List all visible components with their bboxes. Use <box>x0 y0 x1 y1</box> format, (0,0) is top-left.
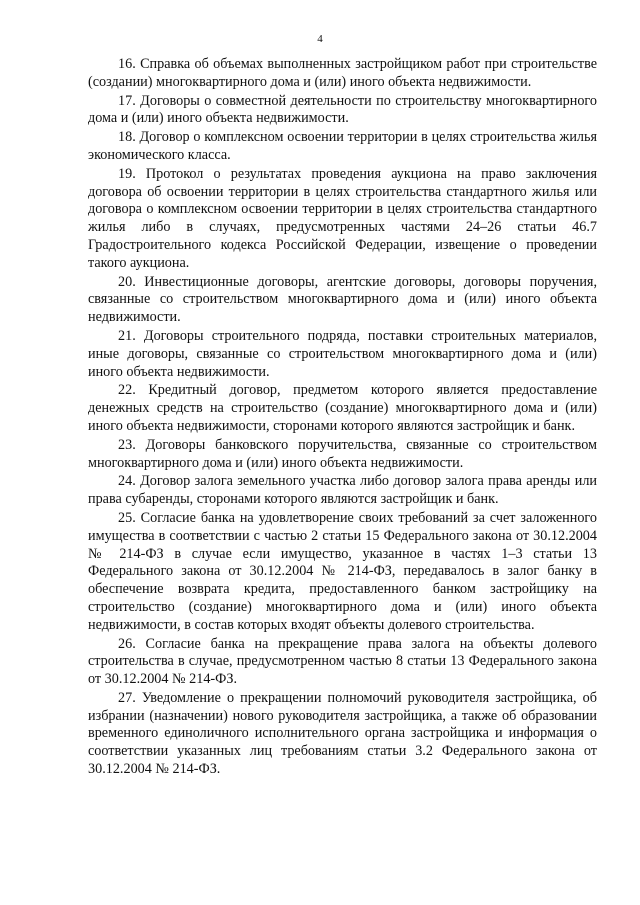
paragraph-19: 19. Протокол о результатах проведения аукциона на право заключения договора об освоении территории в целях строительства стандартного жилья или договора о комплексном освоении территории в целях строительства стандартного жилья либо в случаях, предусмотренных частями 24–26 статьи 46.7 Градостроительного кодекса Российской Федерации, извещение о проведении такого аукциона. <box>88 165 597 271</box>
paragraph-23: 23. Договоры банковского поручительства, связанные со строительством многоквартирного дома и (или) иного объекта недвижимости. <box>88 436 597 471</box>
paragraph-18: 18. Договор о комплексном освоении территории в целях строительства жилья экономического класса. <box>88 129 597 163</box>
paragraph-21: 21. Договоры строительного подряда, поставки строительных материалов, иные договоры, связанные со строительством многоквартирного дома и (или) иного объекта недвижимости. <box>88 327 597 380</box>
paragraph-17: 17. Договоры о совместной деятельности по строительству многоквартирного дома и (или) иного объекта недвижимости. <box>88 92 597 127</box>
paragraph-25: 25. Согласие банка на удовлетворение своих требований за счет заложенного имущества в соответствии с частью 2 статьи 15 Федерального закона от 30.12.2004 № 214-ФЗ в случае если имущество, указанное в частях 1–3 статьи 13 Федерального закона от 30.12.2004 № 214-ФЗ, передавалось в залог банку в обеспечение возврата кредита, предоставленного банком застройщику на строительство (создание) многоквартирного дома и (или) иного объекта недвижимости, в состав которых входят объекты долевого строительства. <box>88 509 597 633</box>
paragraph-16: 16. Справка об объемах выполненных застройщиком работ при строительстве (создании) многоквартирного дома и (или) иного объекта недвижимости. <box>88 56 597 90</box>
page-number: 4 <box>317 33 323 45</box>
paragraph-27: 27. Уведомление о прекращении полномочий руководителя застройщика, об избрании (назначении) нового руководителя застройщика, а также об образовании временного единоличного исполнительного органа застройщика и информация о соответствии указанных лиц требованиям статьи 3.2 Федерального закона от 30.12.2004 № 214-ФЗ. <box>88 689 597 778</box>
paragraph-20: 20. Инвестиционные договоры, агентские договоры, договоры поручения, связанные со строительством многоквартирного дома и (или) иного объекта недвижимости. <box>88 273 597 326</box>
paragraph-22: 22. Кредитный договор, предметом которого является предоставление денежных средств на строительство (создание) многоквартирного дома и (или) иного объекта недвижимости, сторонами которого являются застройщик и банк. <box>88 382 597 434</box>
paragraph-26: 26. Согласие банка на прекращение права залога на объекты долевого строительства в случае, предусмотренном частью 8 статьи 13 Федерального закона от 30.12.2004 № 214-ФЗ. <box>88 635 597 688</box>
paragraph-24: 24. Договор залога земельного участка либо договор залога права аренды или права субаренды, сторонами которого являются застройщик и банк. <box>88 473 597 508</box>
document-body <box>88 56 597 780</box>
